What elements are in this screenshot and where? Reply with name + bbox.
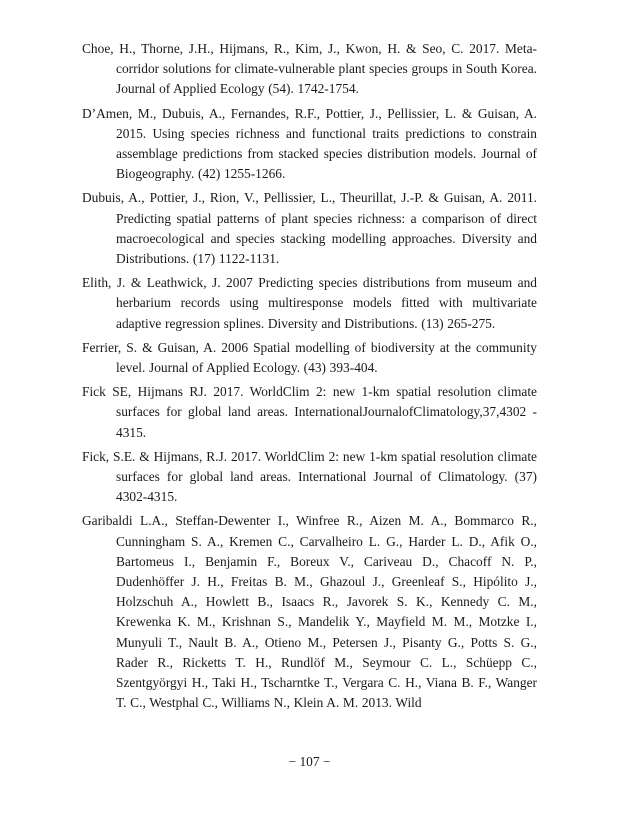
reference-fick-2017b: Fick, S.E. & Hijmans, R.J. 2017. WorldClim 2: new 1-km spatial resolution climate surfaces for global land areas. International Journal of Climatology. (37) 4302-4315. (82, 448, 537, 505)
reference-ferrier-2006: Ferrier, S. & Guisan, A. 2006 Spatial modelling of biodiversity at the community level. Journal of Applied Ecology. (43) 393-404. (82, 339, 537, 376)
reference-damen-2015: D’Amen, M., Dubuis, A., Fernandes, R.F., Pottier, J., Pellissier, L. & Guisan, A. 2015. Using species richness and functional traits predictions to constrain assemblage predictions from stacked species distribution models. Journal of Biogeography. (42) 1255-1266. (82, 105, 537, 182)
reference-elith-2007: Elith, J. & Leathwick, J. 2007 Predicting species distributions from museum and herbarium records using multiresponse models fitted with multivariate adaptive regression splines. Diversity and Distributions. (13) 265-275. (82, 275, 537, 331)
reference-dubuis-2011: Dubuis, A., Pottier, J., Rion, V., Pellissier, L., Theurillat, J.-P. & Guisan, A. 2011. Predicting spatial patterns of plant species richness: a comparison of direct macroecological and species stacking modelling approaches. Diversity and Distributions. (17) 1122-1131. (82, 190, 537, 267)
page-number: − 107 − (288, 754, 331, 769)
reference-fick-2017a: Fick SE, Hijmans RJ. 2017. WorldClim 2: new 1-km spatial resolution climate surfaces for global land areas. InternationalJournalofClimatology,37,4302 - 4315. (82, 384, 537, 440)
reference-garibaldi-2013: Garibaldi L.A., Steffan-Dewenter I., Winfree R., Aizen M. A., Bommarco R., Cunningham S. A., Kremen C., Carvalheiro L. G., Harder L. D., Afik O., Bartomeus I., Benjamin F., Boreux V., Cariveau D., Chacoff N. P., Dudenhöffer J. H., Freitas B. M., Ghazoul J., Greenleaf S., Hipólito J., Holzschuh A., Howlett B., Isaacs R., Javorek S. K., Kennedy C. M., Krewenka K. M., Krishnan S., Mandelik Y., Mayfield M. M., Motzke I., Munyuli T., Nault B. A., Otieno M., Petersen J., Pisanty G., Potts S. G., Rader R., Ricketts T. H., Rundlöf M., Seymour C. L., Schüepp C., Szentgyörgyi H., Taki H., Tscharntke T., Vergara C. H., Viana B. F., Wanger T. C., Westphal C., Williams N., Klein A. M. 2013. Wild (82, 513, 537, 711)
footer-spacer (82, 718, 537, 746)
reference-choe-2017: Choe, H., Thorne, J.H., Hijmans, R., Kim, J., Kwon, H. & Seo, C. 2017. Meta-corridor solutions for climate-vulnerable plant species groups in South Korea. Journal of Applied Ecology (54). 1742-1754. (82, 41, 537, 97)
reference-list (82, 39, 537, 718)
